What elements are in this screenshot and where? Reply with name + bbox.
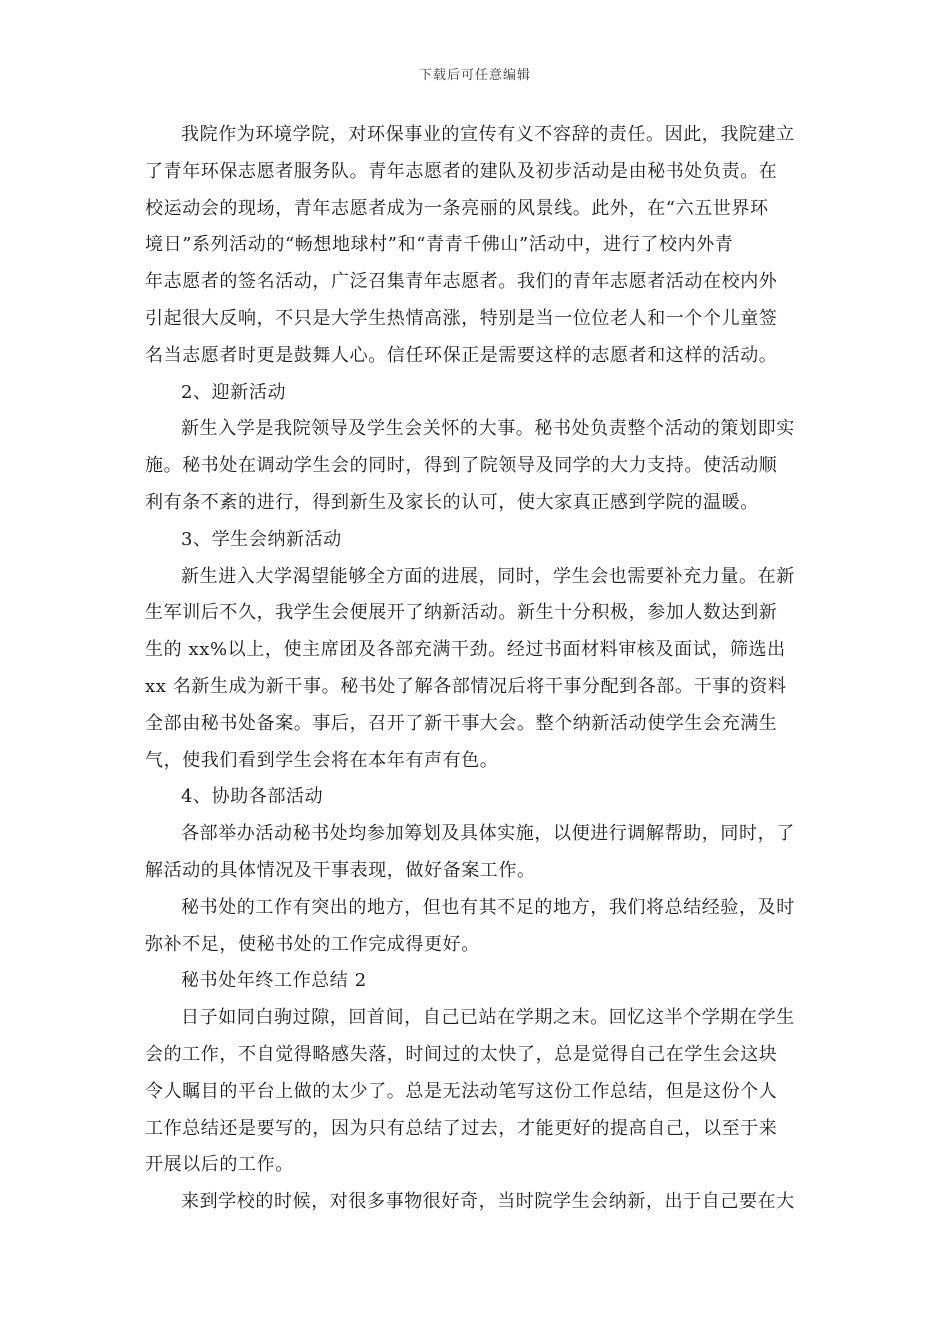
paragraph: 我院作为环境学院，对环保事业的宣传有义不容辞的责任。因此，我院建立 了青年环保志愿者服务队。青年志愿者的建队及初步活动是由秘书处负责。在 校运动会的现场，青年志愿者成为一条亮丽的风景线。此外，在“六五世界环 境日”系列活动的“畅想地球村”和“青青千佛山”活动中，进行了校内外青 年志愿者的签名活动，广泛召集青年志愿者。我们的青年志愿者活动在校内外 引起很大反响，不只是大学生热情高涨，特别是当一位位老人和一个个儿童签 名当志愿者时更是鼓舞人心。信任环保正是需要这样的志愿者和这样的活动。 [145, 124, 795, 366]
paragraph: 各部举办活动秘书处均参加筹划及具体实施，以便进行调解帮助，同时，了 解活动的具体情况及干事表现，做好备案工作。 [145, 823, 795, 881]
section-heading: 2、迎新活动 [181, 381, 287, 403]
paragraph: 来到学校的时候，对很多事物很好奇，当时院学生会纳新，出于自己要在大 [181, 1191, 795, 1213]
section-heading: 4、协助各部活动 [181, 786, 324, 808]
paragraph: 新生入学是我院领导及学生会关怀的大事。秘书处负责整个活动的策划即实 施。秘书处在调动学生会的同时，得到了院领导及同学的大力支持。使活动顺 利有条不紊的进行，得到新生及家长的认可，使大家真正感到学院的温暖。 [145, 418, 795, 513]
section-heading: 秘书处年终工作总结 2 [181, 970, 367, 992]
paragraph: 秘书处的工作有突出的地方，但也有其不足的地方，我们将总结经验，及时 弥补不足，使秘书处的工作完成得更好。 [145, 896, 795, 955]
paragraph: 日子如同白驹过隙，回首间，自己已站在学期之末。回忆这半个学期在学生 会的工作，不自觉得略感失落，时间过的太快了，总是觉得自己在学生会这块 令人瞩目的平台上做的太少了。总是无法动笔写这份工作总结，但是这份个人 工作总结还是要写的，因为只有总结了过去，才能更好的提高自己，以至于来 开展以后的工作。 [145, 1007, 795, 1176]
paragraph: 新生进入大学渴望能够全方面的进展，同时，学生会也需要补充力量。在新 生军训后不久，我学生会便展开了纳新活动。新生十分积极，参加人数达到新 生的 xx%以上，使主席团及各部充满干劲。经过书面材料审核及面试，筛选出 xx 名新生成为新干事。秘书处了解各部情况后将干事分配到各部。干事的资料 全部由秘书处备案。事后，召开了新干事大会。整个纳新活动使学生会充满生 气，使我们看到学生会将在本年有声有色。 [145, 565, 795, 771]
section-heading: 3、学生会纳新活动 [181, 528, 342, 550]
page-header: 下载后可任意编辑 [418, 68, 531, 83]
document-body [145, 117, 810, 1221]
